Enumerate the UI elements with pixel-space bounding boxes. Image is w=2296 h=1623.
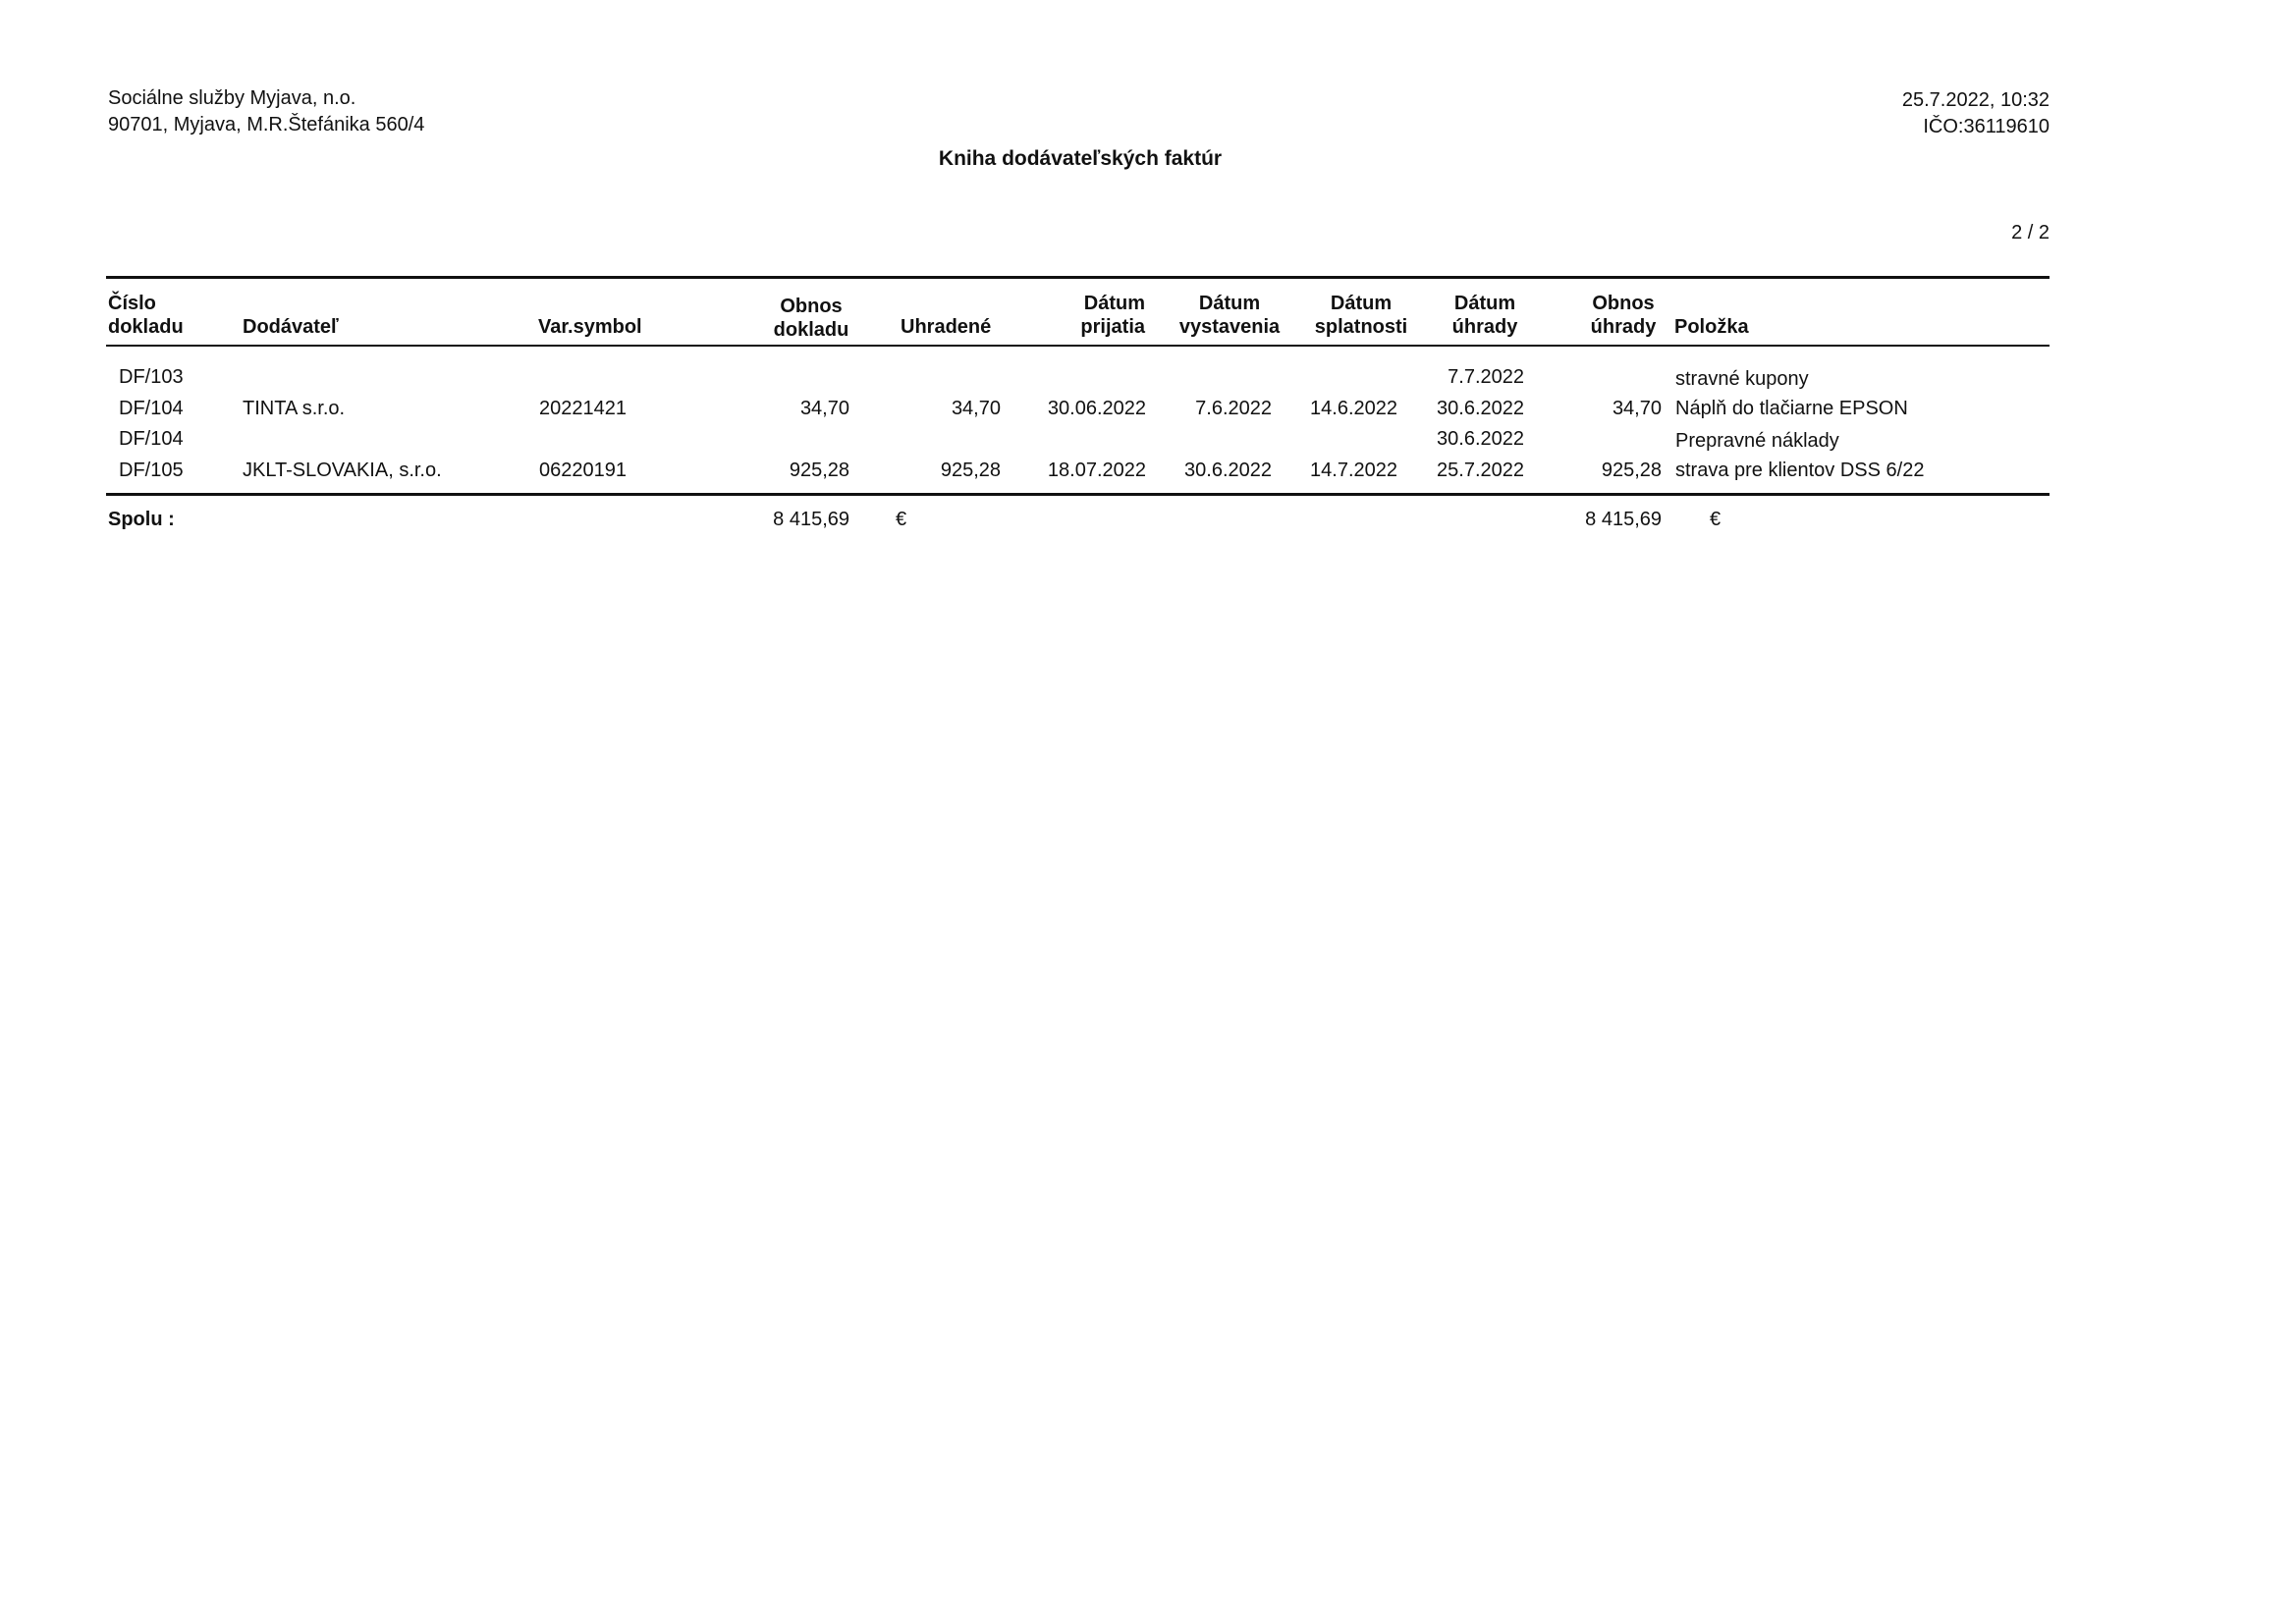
cell-cislo: DF/105 [119,460,184,481]
document-title: Kniha dodávateľských faktúr [938,147,1223,170]
col-header-line: úhrady [1451,316,1518,338]
col-header-line: splatnosti [1314,316,1408,338]
col-header-obnos-dokladu [747,287,875,342]
cell-polozka: Náplň do tlačiarne EPSON [1675,398,1908,419]
col-header-line: dokladu [108,316,184,338]
cell-datum-uhrady: 30.6.2022 [1437,428,1524,450]
cell-varsymbol: 06220191 [539,460,627,481]
col-header-line: Var.symbol [538,316,642,338]
col-header-datum-uhrady [1426,286,1544,339]
cell-uhradene: 34,70 [951,398,1001,419]
currency-symbol: € [1710,509,1722,530]
cell-cislo: DF/103 [119,366,184,388]
cell-uhradene: 925,28 [940,460,1001,481]
cell-dodavatel: TINTA s.r.o. [243,398,346,419]
cell-datum-prijatia: 18.07.2022 [1047,460,1146,481]
col-header-line: Dátum [1198,293,1261,314]
cell-dodavatel: JKLT-SLOVAKIA, s.r.o. [243,460,442,481]
col-header-line: Obnos [1592,293,1655,314]
col-header-line: Uhradené [901,316,992,338]
col-header-polozka [1674,286,1812,339]
col-header-line: Dátum [1083,293,1145,314]
cell-obnos-dokladu: 34,70 [799,398,849,419]
cell-datum-splatnosti: 14.6.2022 [1310,398,1397,419]
table-header-rule [106,345,2050,347]
company-id: IČO:36119610 [1923,116,2050,137]
col-header-line: vystavenia [1178,316,1281,338]
col-header-line: úhrady [1590,316,1657,338]
totals-obnos-dokladu: 8 415,69 [773,509,849,530]
table-top-rule [106,276,2050,279]
organization-address: 90701, Myjava, M.R.Štefánika 560/4 [108,114,425,135]
totals-obnos-uhrady: 8 415,69 [1585,509,1662,530]
cell-datum-splatnosti: 14.7.2022 [1310,460,1397,481]
cell-polozka: Prepravné náklady [1675,430,1839,452]
col-header-obnos-uhrady [1579,286,1667,339]
col-header-line: Číslo [108,293,156,314]
cell-datum-vystavenia: 30.6.2022 [1184,460,1272,481]
cell-datum-prijatia: 30.06.2022 [1047,398,1146,419]
cell-cislo: DF/104 [119,398,184,419]
col-header-uhradene [901,286,1018,339]
col-header-line: Obnos [780,296,843,317]
cell-cislo: DF/104 [119,428,184,450]
col-header-datum-splatnosti [1294,286,1428,339]
col-header-line: Položka [1674,316,1749,338]
totals-label: Spolu : [108,509,175,530]
page-number: 2 / 2 [2011,222,2050,243]
col-header-varsymbol [538,286,676,339]
cell-polozka: strava pre klientov DSS 6/22 [1675,460,1925,481]
cell-obnos-dokladu: 925,28 [789,460,849,481]
currency-symbol: € [896,509,907,530]
col-header-datum-prijatia [1041,286,1145,339]
col-header-line: Dátum [1330,293,1393,314]
cell-polozka: stravné kupony [1675,368,1809,390]
col-header-cislo [108,286,206,339]
cell-obnos-uhrady: 34,70 [1612,398,1662,419]
cell-datum-uhrady: 7.7.2022 [1448,366,1524,388]
col-header-line: dokladu [773,319,849,341]
cell-datum-vystavenia: 7.6.2022 [1195,398,1272,419]
col-header-line: Dodávateľ [243,316,339,338]
col-header-datum-vystavenia [1161,286,1298,339]
cell-varsymbol: 20221421 [539,398,627,419]
cell-datum-uhrady: 30.6.2022 [1437,398,1524,419]
organization-name: Sociálne služby Myjava, n.o. [108,87,356,109]
col-header-dodavatel [243,286,439,339]
col-header-line: prijatia [1080,316,1145,338]
col-header-line: Dátum [1453,293,1516,314]
table-footer-rule [106,493,2050,496]
cell-datum-uhrady: 25.7.2022 [1437,460,1524,481]
print-datetime: 25.7.2022, 10:32 [1901,89,2050,111]
cell-obnos-uhrady: 925,28 [1601,460,1662,481]
